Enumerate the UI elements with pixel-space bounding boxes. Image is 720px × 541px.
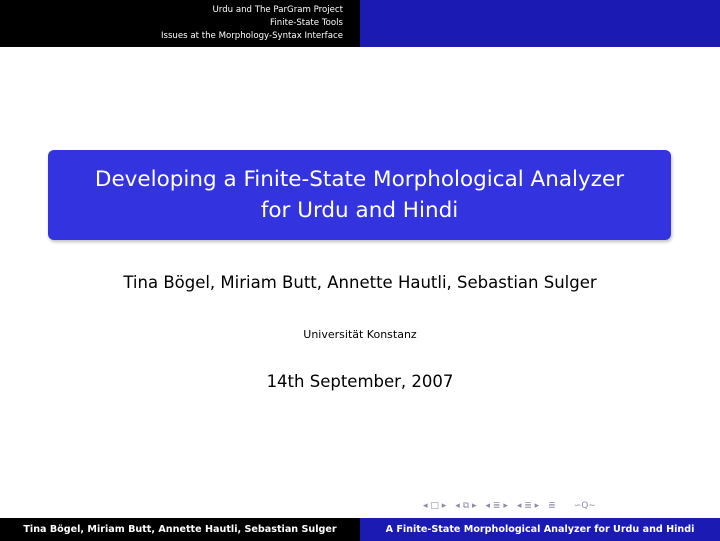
institute: Universität Konstanz: [303, 328, 417, 341]
nav-align-icon[interactable]: ≣: [548, 501, 556, 511]
section-link-pargram[interactable]: Urdu and The ParGram Project: [212, 5, 343, 15]
nav-subsection-icon: ⧉: [459, 501, 472, 511]
title-line-1: Developing a Finite-State Morphological Analyzer: [94, 167, 625, 192]
nav-next-frame-icon[interactable]: ▸: [441, 501, 447, 511]
nav-prev-section-icon[interactable]: ◂: [485, 501, 491, 511]
footline-bar: [0, 518, 720, 541]
nav-section-icon: ≣: [490, 501, 504, 511]
headline-right-panel: [360, 0, 720, 47]
nav-search-icon[interactable]: ∽Q∼: [573, 501, 596, 511]
nav-next-subsection-icon[interactable]: ▸: [471, 501, 477, 511]
nav-prev-doc-icon[interactable]: ◂: [516, 501, 522, 511]
title-line-2: for Urdu and Hindi: [260, 198, 459, 223]
author-list: Tina Bögel, Miriam Butt, Annette Hautli, Sebastian Sulger: [123, 273, 597, 292]
nav-prev-subsection-icon[interactable]: ◂: [455, 501, 460, 511]
headline-bar: [0, 0, 720, 47]
nav-next-doc-icon[interactable]: ▸: [534, 501, 540, 511]
title-block: [48, 150, 671, 240]
nav-next-section-icon[interactable]: ▸: [503, 501, 508, 511]
nav-doc-icon: ≣: [521, 501, 535, 511]
nav-first-icon[interactable]: ◂: [423, 501, 428, 511]
navigation-symbols: [423, 499, 596, 513]
footer-title: A Finite-State Morphological Analyzer for Urdu and Hindi: [360, 518, 720, 541]
section-link-morphology-syntax[interactable]: Issues at the Morphology-Syntax Interface: [160, 31, 343, 41]
footer-authors: Tina Bögel, Miriam Butt, Annette Hautli, Sebastian Sulger: [0, 518, 360, 541]
nav-frame-box-icon: □: [427, 501, 442, 511]
presentation-date: 14th September, 2007: [266, 372, 454, 391]
section-navigation: [0, 0, 360, 47]
section-link-finite-state-tools[interactable]: Finite-State Tools: [270, 18, 343, 28]
